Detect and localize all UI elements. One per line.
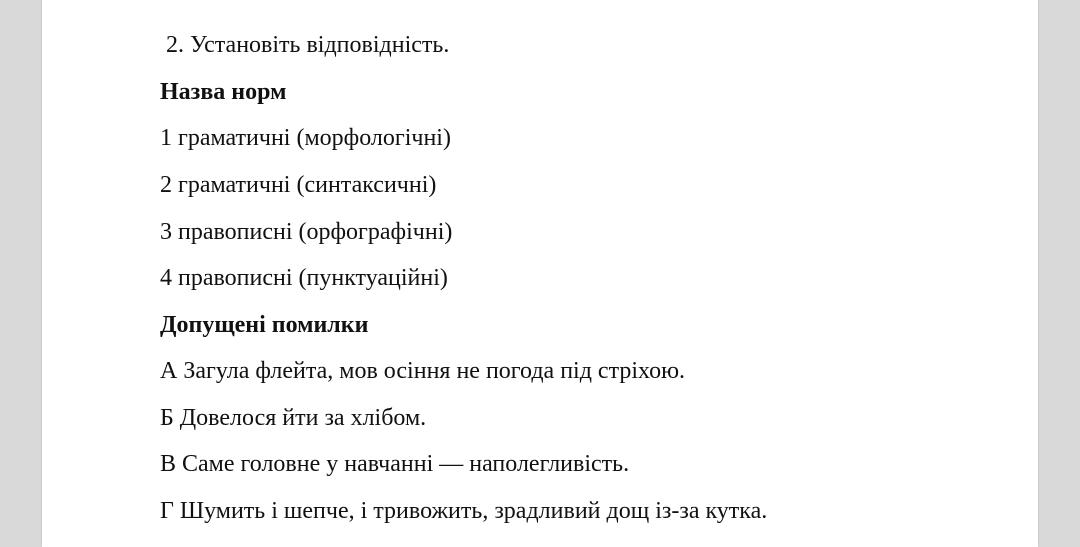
norms-heading: Назва норм bbox=[160, 79, 287, 105]
error-item: Б Довелося йти за хлібом. bbox=[160, 405, 427, 431]
norm-item: 2 граматичні (синтаксичні) bbox=[160, 172, 437, 198]
norm-item: 4 правописні (пунктуаційні) bbox=[160, 265, 448, 291]
norm-item: 1 граматичні (морфологічні) bbox=[160, 125, 451, 151]
document-page bbox=[42, 0, 1038, 547]
task-title: 2. Установіть відповідність. bbox=[166, 32, 450, 58]
norm-item: 3 правописні (орфографічні) bbox=[160, 219, 453, 245]
error-item: А Загула флейта, мов осіння не погода під стріхою. bbox=[160, 358, 686, 384]
error-item: Г Шумить і шепче, і тривожить, зрадливий дощ із-за кутка. bbox=[160, 498, 768, 524]
error-item: В Саме головне у навчанні — наполегливість. bbox=[160, 451, 630, 477]
errors-heading: Допущені помилки bbox=[160, 312, 369, 338]
